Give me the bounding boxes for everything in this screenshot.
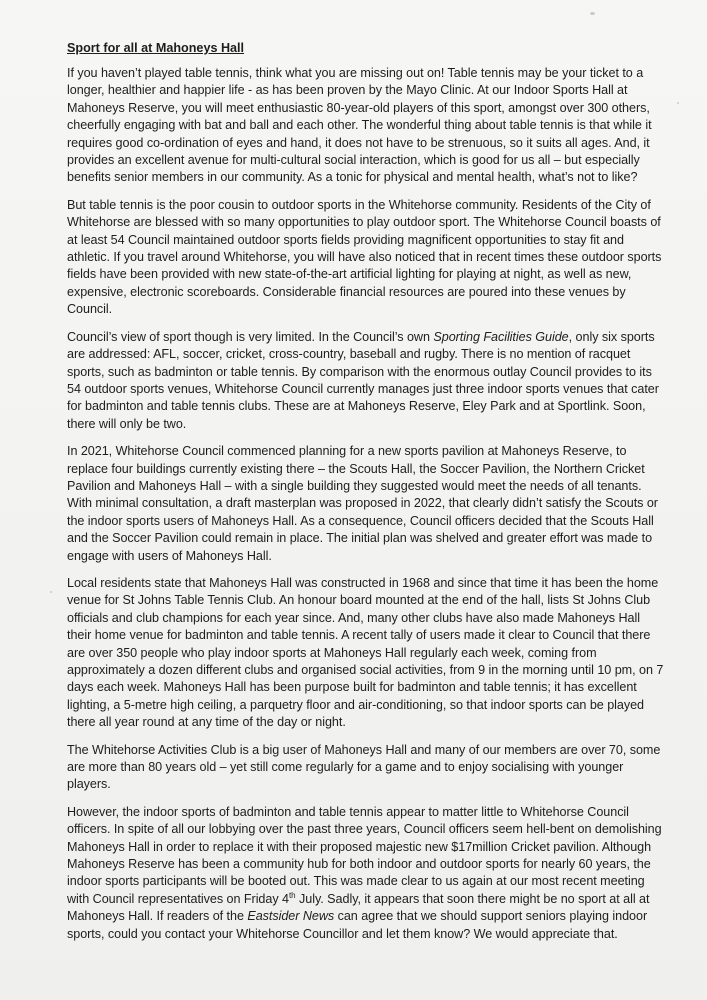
paragraph-text: , only six sports are addressed: AFL, soccer, cricket, cross-country, baseball and rugby. There is no mention of racquet sports, such as badminton or table tennis. By comparison with the enormous outlay Council provides to its 54 outdoor sports venues, Whitehorse Council currently manages just three indoor sports venues that cater for badminton and table tennis clubs. These are at Mahoneys Reserve, Eley Park and at Sportlink. Soon, there will only be two. bbox=[67, 329, 659, 431]
body-paragraph bbox=[67, 575, 665, 732]
paper-speck bbox=[590, 12, 595, 15]
paragraph-text: In 2021, Whitehorse Council commenced planning for a new sports pavilion at Mahoneys Reserve, to replace four buildings currently existing there – the Scouts Hall, the Soccer Pavilion, the Northern Cricket Pavilion and Mahoneys Hall – with a single building they suggested would meet the needs of all tenants. With minimal consultation, a draft masterplan was proposed in 2022, that clearly didn’t satisfy the Scouts or the indoor sports users of Mahoneys Hall. As a consequence, Council officers decided that the Scouts Hall and the Soccer Pavilion could remain in place. The initial plan was shelved and greater effort was made to engage with users of Mahoneys Hall. bbox=[67, 444, 658, 563]
paper-speck bbox=[50, 591, 52, 593]
ordinal-suffix: th bbox=[289, 890, 296, 900]
paragraph-text: can agree that we should support seniors playing indoor sports, could you contact your Whitehorse Councillor and let them know? We would appreciate that. bbox=[67, 909, 648, 941]
body-paragraph bbox=[67, 329, 665, 433]
page-title: Sport for all at Mahoneys Hall bbox=[67, 41, 245, 55]
document-body bbox=[67, 65, 669, 943]
body-paragraph bbox=[67, 65, 665, 187]
italic-title: Eastsider News bbox=[247, 909, 335, 924]
paragraph-text: The Whitehorse Activities Club is a big user of Mahoneys Hall and many of our members are over 70, some are more than 80 years old – yet still come regularly for a game and to enjoy socialising with younger players. bbox=[67, 742, 661, 792]
italic-title: Sporting Facilities Guide bbox=[433, 329, 569, 344]
paper-speck bbox=[677, 102, 679, 104]
body-paragraph bbox=[67, 804, 665, 943]
body-paragraph bbox=[67, 197, 665, 319]
paragraph-text: July. Sadly, it appears that soon there might be no sport at all at Mahoneys Hall. If readers of the bbox=[67, 891, 650, 924]
paragraph-text: If you haven’t played table tennis, think what you are missing out on! Table tennis may be your ticket to a longer, healthier and happier life - as has been proven by the Mayo Clinic. At our Indoor Sports Hall at Mahoneys Reserve, you will meet enthusiastic 80-year-old players of this sport, amongst over 300 others, cheerfully engaging with bat and ball and each other. The wonderful thing about table tennis is that while it requires good co-ordination of eyes and hand, it does not have to be strenuous, so it suits all ages. And, it provides an excellent avenue for multi-cultural social interaction, which is good for us all – but especially benefits senior members in our community. As a tonic for physical and mental health, what’s not to like? bbox=[67, 66, 652, 185]
paragraph-text: However, the indoor sports of badminton and table tennis appear to matter little to Whitehorse Council officers. In spite of all our lobbying over the past three years, Council officers seem hell-bent on demolishing Mahoneys Hall in order to replace it with their proposed majestic new $17million Cricket pavilion. Although Mahoneys Reserve has been a community hub for both indoor and outdoor sports for nearly 60 years, the indoor sports participants will be booted out. This was made clear to us again at our most recent meeting with Council representatives on Friday 4 bbox=[67, 804, 662, 906]
paragraph-text: Council’s view of sport though is very limited. In the Council’s own bbox=[67, 329, 434, 344]
paragraph-text: But table tennis is the poor cousin to outdoor sports in the Whitehorse community. Residents of the City of Whitehorse are blessed with so many opportunities to play outdoor sport. The Whitehorse Council boasts of at least 54 Council maintained outdoor sports fields providing magnificent opportunities to stay fit and athletic. If you travel around Whitehorse, you will have also noticed that in recent times these outdoor sports fields have been provided with new state-of-the-art artificial lighting for playing at night, as well as new, expensive, electronic scoreboards. Considerable financial resources are poured into these venues by Council. bbox=[67, 197, 662, 317]
paragraph-text: Local residents state that Mahoneys Hall was constructed in 1968 and since that time it has been the home venue for St Johns Table Tennis Club. An honour board mounted at the end of the hall, lists St Johns Club officials and club champions for each year since. And, many other clubs have also made Mahoneys Hall their home venue for badminton and table tennis. A recent tally of users made it clear to Council that there are over 350 people who play indoor sports at Mahoneys Hall regularly each week, coming from approximately a dozen different clubs and organised social activities, from 9 in the morning until 10 pm, on 7 days each week. Mahoneys Hall has been purpose built for badminton and table tennis; it has excellent lighting, a 5-metre high ceiling, a parquetry floor and air-conditioning, so that indoor sports can be played there all year round at any time of the day or night. bbox=[67, 575, 664, 730]
body-paragraph bbox=[67, 742, 665, 794]
body-paragraph bbox=[67, 443, 665, 565]
